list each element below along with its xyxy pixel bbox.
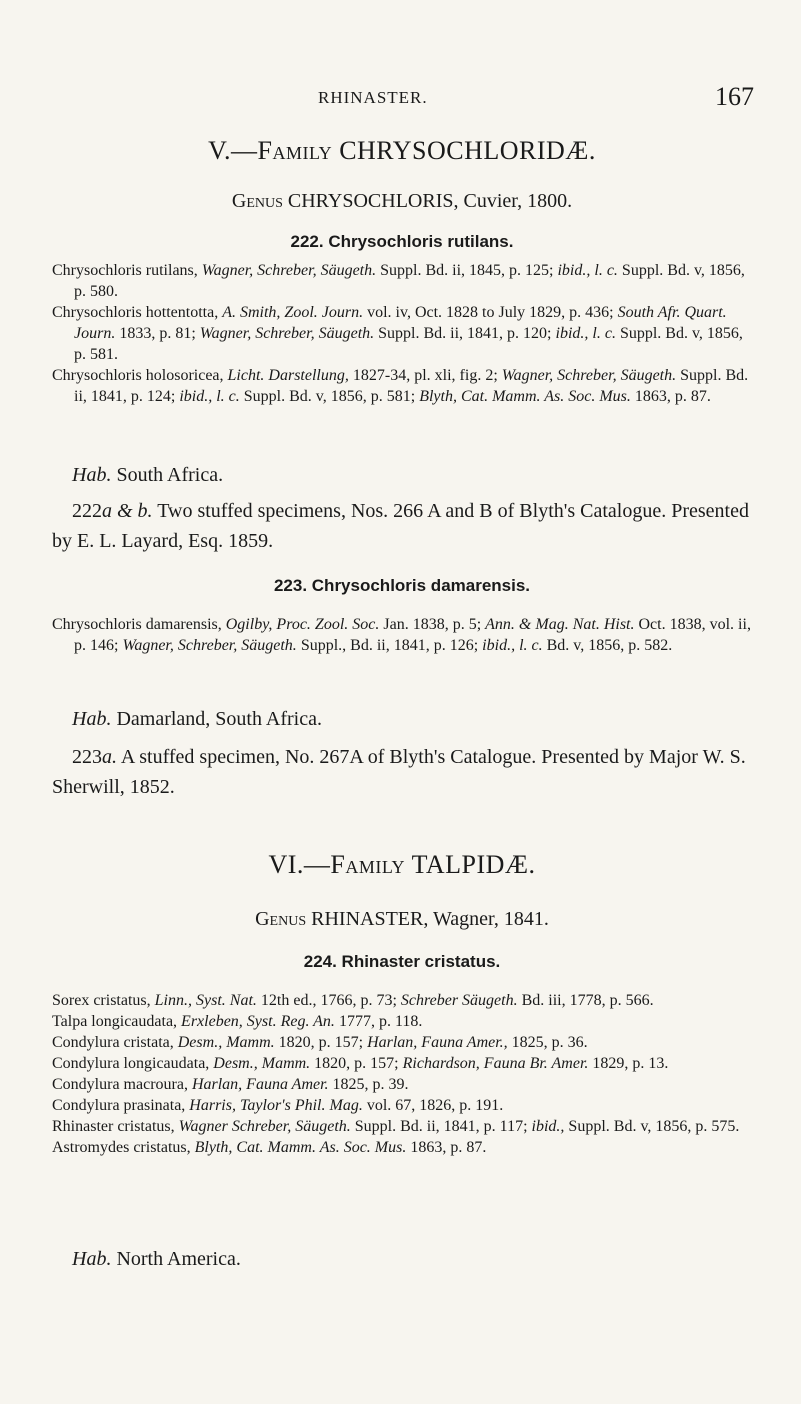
hab-text: South Africa. [111,464,224,486]
habitat-223 [52,706,772,732]
habitat-222 [52,462,772,488]
synonymy-222 [52,260,752,407]
page-number: 167 [715,82,754,111]
synonym-entry: Condylura macroura, Harlan, Fauna Amer. 1825, p. 39. [52,1076,409,1093]
genus-word: Genus [231,190,283,212]
hab-label: Hab. [72,1248,112,1270]
genus-heading-chrysochloris [52,190,752,213]
family-word: Family [330,850,406,879]
genus-heading-rhinaster [52,908,752,931]
species-heading-224: 224. Rhinaster cristatus. [303,952,501,971]
synonym-entry: Rhinaster cristatus, Wagner Schreber, Säugeth. Suppl. Bd. ii, 1841, p. 117; ibid., Suppl. Bd. v, 1856, p. 575. [52,1118,740,1135]
hab-label: Hab. [72,464,112,486]
hab-label: Hab. [72,708,112,730]
running-head-title: RHINASTER. [318,88,428,107]
hab-text: North America. [111,1248,241,1270]
family-heading-vi [52,850,752,880]
family-heading-v [52,136,752,166]
species-heading-223: 223. Chrysochloris damarensis. [273,576,531,595]
habitat-224 [52,1246,772,1272]
family-word: Family [257,136,333,165]
running-head [0,82,801,112]
synonym-entry: Sorex cristatus, Linn., Syst. Nat. 12th ed., 1766, p. 73; Schreber Säugeth. Bd. iii, 1778, p. 566. [52,992,654,1009]
synonym-entry: Chrysochloris hottentotta, A. Smith, Zool. Journ. vol. iv, Oct. 1828 to July 1829, p. 436; South Afr. Quart. Journ. 1833, p. 81; Wagner, Schreber, Säugeth. Suppl. Bd. ii, 1841, p. 120; ibid., l. c. Suppl. Bd. v, 1856, p. 581. [52,304,743,363]
synonym-entry: Condylura cristata, Desm., Mamm. 1820, p. 157; Harlan, Fauna Amer., 1825, p. 36. [52,1034,588,1051]
family-prefix: VI.— [268,850,331,879]
family-prefix: V.— [208,136,258,165]
species-heading-222: 222. Chrysochloris rutilans. [290,232,514,251]
genus-name: RHINASTER, Wagner, 1841. [311,908,549,930]
specimen-note-222: 222a & b. Two stuffed specimens, Nos. 266 A and B of Blyth's Catalogue. Presented by E. L. Layard, Esq. 1859. [52,500,749,552]
synonym-entry: Astromydes cristatus, Blyth, Cat. Mamm. As. Soc. Mus. 1863, p. 87. [52,1139,487,1156]
synonymy-223 [52,614,752,656]
synonym-entry: Condylura longicaudata, Desm., Mamm. 1820, p. 157; Richardson, Fauna Br. Amer. 1829, p. 13. [52,1055,669,1072]
family-name: TALPIDÆ. [411,850,536,879]
synonym-entry: Chrysochloris damarensis, Ogilby, Proc. Zool. Soc. Jan. 1838, p. 5; Ann. & Mag. Nat. Hist. Oct. 1838, vol. ii, p. 146; Wagner, Schreber, Säugeth. Suppl., Bd. ii, 1841, p. 126; ibid., l. c. Bd. v, 1856, p. 582. [52,616,751,654]
genus-word: Genus [255,908,307,930]
synonym-entry: Condylura prasinata, Harris, Taylor's Phil. Mag. vol. 67, 1826, p. 191. [52,1097,504,1114]
family-name: CHRYSOCHLORIDÆ. [339,136,596,165]
specimen-note-223: 223a. A stuffed specimen, No. 267A of Blyth's Catalogue. Presented by Major W. S. Sherwill, 1852. [52,746,746,798]
synonymy-224 [52,990,752,1158]
genus-name: CHRYSOCHLORIS, Cuvier, 1800. [287,190,573,212]
synonym-entry: Chrysochloris holosoricea, Licht. Darstellung, 1827-34, pl. xli, fig. 2; Wagner, Schreber, Säugeth. Suppl. Bd. ii, 1841, p. 124; ibid., l. c. Suppl. Bd. v, 1856, p. 581; Blyth, Cat. Mamm. As. Soc. Mus. 1863, p. 87. [52,367,749,405]
hab-text: Damarland, South Africa. [111,708,322,730]
synonym-entry: Chrysochloris rutilans, Wagner, Schreber, Säugeth. Suppl. Bd. ii, 1845, p. 125; ibid., l. c. Suppl. Bd. v, 1856, p. 580. [52,262,745,300]
synonym-entry: Talpa longicaudata, Erxleben, Syst. Reg. An. 1777, p. 118. [52,1013,423,1030]
